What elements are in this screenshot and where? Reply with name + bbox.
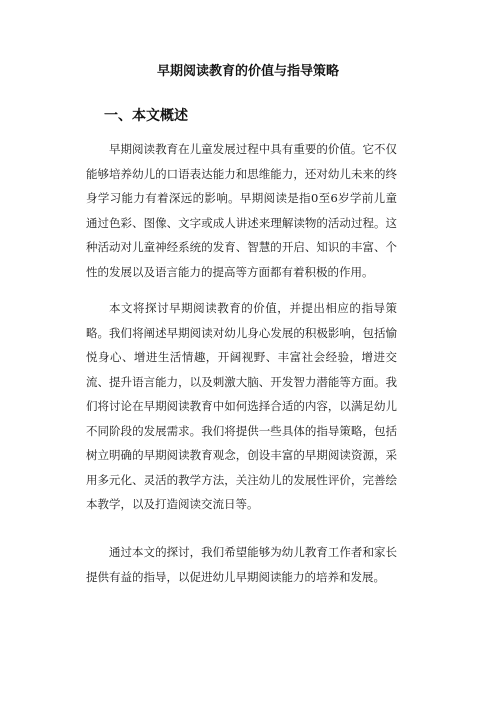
paragraph-overview-conclusion: 通过本文的探讨，我们希望能够为幼儿教育工作者和家长提供有益的指导，以促进幼儿早期阅读能力的培养和发展。 <box>86 545 397 584</box>
document-title: 早期阅读教育的价值与指导策略 <box>156 64 339 79</box>
paragraph-overview-strategy: 本文将探讨早期阅读教育的价值，并提出相应的指导策略。我们将阐述早期阅读对幼儿身心发展的积极影响，包括愉悦身心、增进生活情趣，开阔视野、丰富社会经验，增进交流、提升语言能力，以及刺激大脑、开发智力潜能等方面。我们将讨论在早期阅读教育中如何选择合适的内容，以满足幼儿不同阶段的发展需求。我们将提供一些具体的指导策略，包括树立明确的早期阅读教育观念，创设丰富的早期阅读资源，采用多元化、灵活的教学方法，关注幼儿的发展性评价，完善绘本教学，以及打造阅读交流日等。 <box>86 301 397 511</box>
paragraph-overview-value: 早期阅读教育在儿童发展过程中具有重要的价值。它不仅能够培养幼儿的口语表达能力和思维能力，还对幼儿未来的终身学习能力有着深远的影响。早期阅读是指0至6岁学前儿童通过色彩、图像、文字或成人讲述来理解读物的活动过程。这种活动对儿童神经系统的发育、智慧的开启、知识的丰富、个性的发展以及语言能力的提高等方面都有着积极的作用。 <box>86 142 397 279</box>
section-heading: 一、本文概述 <box>104 108 188 124</box>
